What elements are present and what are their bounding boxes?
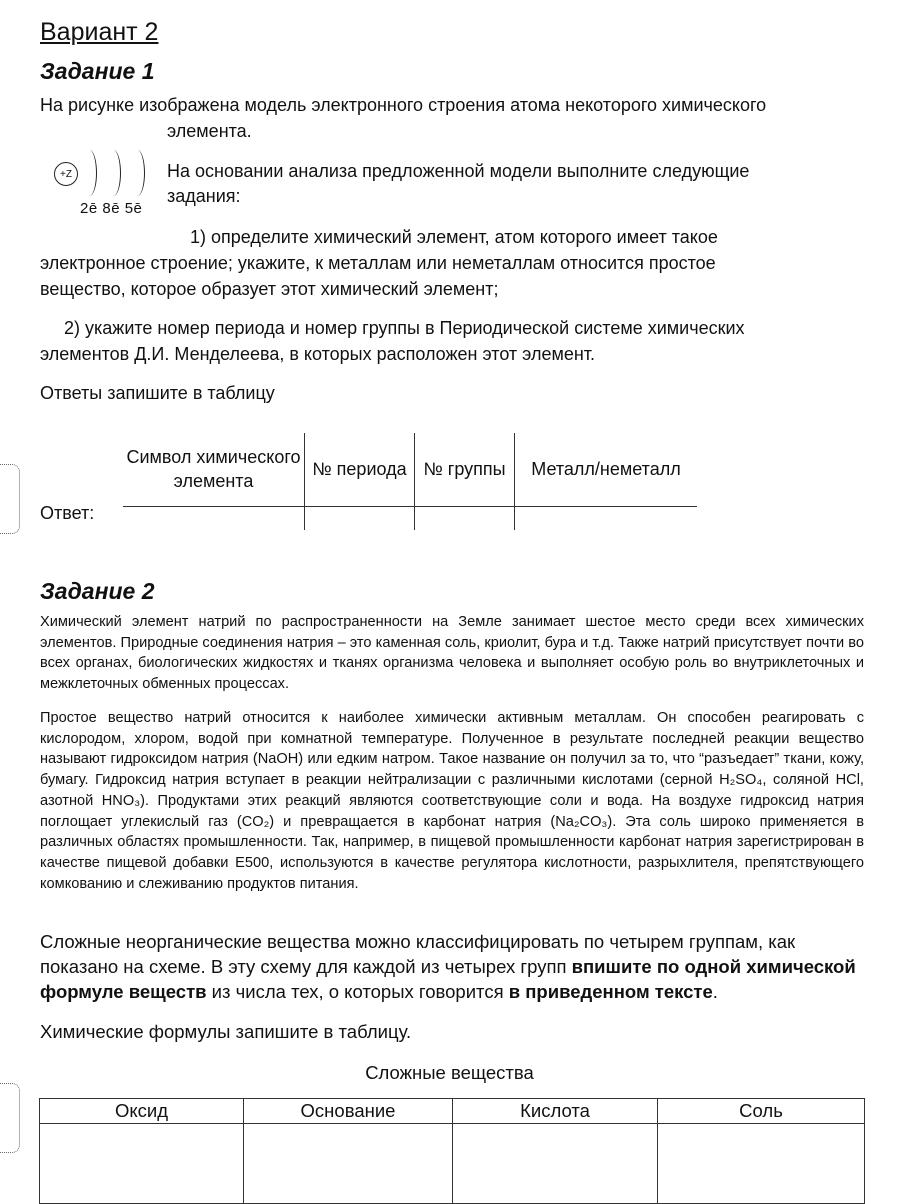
task1-q1-line2: электронное строение; укажите, к металлам или неметаллам относится простое [40, 253, 716, 273]
header-base: Основание [244, 1099, 453, 1124]
answer-cell-period[interactable] [305, 506, 415, 530]
task2-paragraph-2: Простое вещество натрий относится к наиболее химически активным металлам. Он способен реагировать с кислородом, хлором, водой при комнатной температуре. Полученное в результате последней реакции вещество называют гидроксидом натрия (NaOH) или едким натром. Такое название он получил за то, что “разъедает” ткани, кожу, бумагу. Гидроксид натрия вступает в реакции нейтрализации с различными кислотами (серной H₂SO₄, соляной HCl, азотной HNO₃). Продуктами этих реакций являются соответствующие соли и вода. На воздухе гидроксид натрия поглощает углекислый газ (CO₂) и превращается в карбонат натрия (Na₂CO₃). Эта соль широко применяется в различных областях промышленности. Так, например, в пищевой промышленности карбонат натрия зарегистрирован в качестве пищевой добавки E500, используются в качестве регулятора кислотности, разрыхлителя, препятствующего комкованию и слеживанию продуктов питания. [40, 710, 864, 892]
header-group: № группы [415, 433, 515, 506]
task1-intro-line2: элемента. [167, 121, 252, 141]
answer-label: Ответ: [40, 503, 95, 523]
header-oxide: Оксид [40, 1099, 244, 1124]
task2-paragraph-1: Химический элемент натрий по распространенности на Земле занимает шестое место среди всех химических элементов. Природные соединения натрия – это каменная соль, криолит, бура и т.д. Также натрий присутствует почти во всех органах, биологических жидкостях и тканях организма человека и выполняет особую роль во внутриклеточных и межклеточных обменных процессах. [40, 614, 864, 693]
header-metal: Металл/неметалл [515, 433, 698, 506]
task2-heading: Задание 2 [40, 578, 155, 604]
task2-answer-table [39, 1098, 865, 1204]
task1-q1-line1: 1) определите химический элемент, атом которого имеет такое [190, 227, 718, 247]
answer-cell-group[interactable] [415, 506, 515, 530]
header-acid: Кислота [453, 1099, 658, 1124]
nucleus: +Z [54, 162, 78, 186]
scheme-title: Сложные вещества [365, 1062, 534, 1083]
instruction-text-a: Сложные неорганические вещества можно классифицировать по четырем группам, как показано на схеме. В эту схему для каждой из четырех групп [40, 931, 796, 977]
electron-shell-3 [130, 150, 145, 196]
electron-shell-2 [106, 150, 121, 196]
task1-heading: Задание 1 [40, 58, 155, 84]
task1-instruction-line2: задания: [167, 186, 241, 206]
page-title: Вариант 2 [40, 18, 159, 46]
margin-mark-2 [0, 1083, 20, 1153]
task1-intro-line1: На рисунке изображена модель электронного строения атома некоторого химического [40, 95, 767, 115]
task1-q1-line3: вещество, которое образует этот химический элемент; [40, 279, 499, 299]
answers-note: Ответы запишите в таблицу [40, 383, 275, 403]
header-symbol: Символ химического элемента [123, 433, 305, 506]
margin-mark-1 [0, 464, 20, 534]
header-salt: Соль [658, 1099, 865, 1124]
task1-answer-table [123, 433, 697, 530]
instruction-bold-1: впишите по одной химической формуле веществ [40, 956, 856, 1002]
instruction-text-e: . [712, 981, 718, 1002]
answer-cell-metal[interactable] [515, 506, 698, 530]
task1-q2-line1: 2) укажите номер периода и номер группы в Периодической системе химических [64, 318, 745, 338]
answer-cell-salt[interactable] [658, 1124, 865, 1204]
answer-cell-oxide[interactable] [40, 1124, 244, 1204]
task1-instruction-line1: На основании анализа предложенной модели выполните следующие [167, 161, 750, 181]
instruction-bold-2: в приведенном тексте [508, 981, 713, 1002]
answer-cell-symbol[interactable] [123, 506, 305, 530]
formulas-note: Химические формулы запишите в таблицу. [40, 1021, 412, 1042]
electron-counts: 2ē 8ē 5ē [80, 200, 143, 217]
header-period: № периода [305, 433, 415, 506]
task2-instruction [40, 929, 864, 1004]
answer-cell-acid[interactable] [453, 1124, 658, 1204]
task1-q2-line2: элементов Д.И. Менделеева, в которых расположен этот элемент. [40, 344, 596, 364]
answer-cell-base[interactable] [244, 1124, 453, 1204]
electron-shell-1 [82, 150, 97, 196]
instruction-text-c: из числа тех, о которых говорится [206, 981, 509, 1002]
